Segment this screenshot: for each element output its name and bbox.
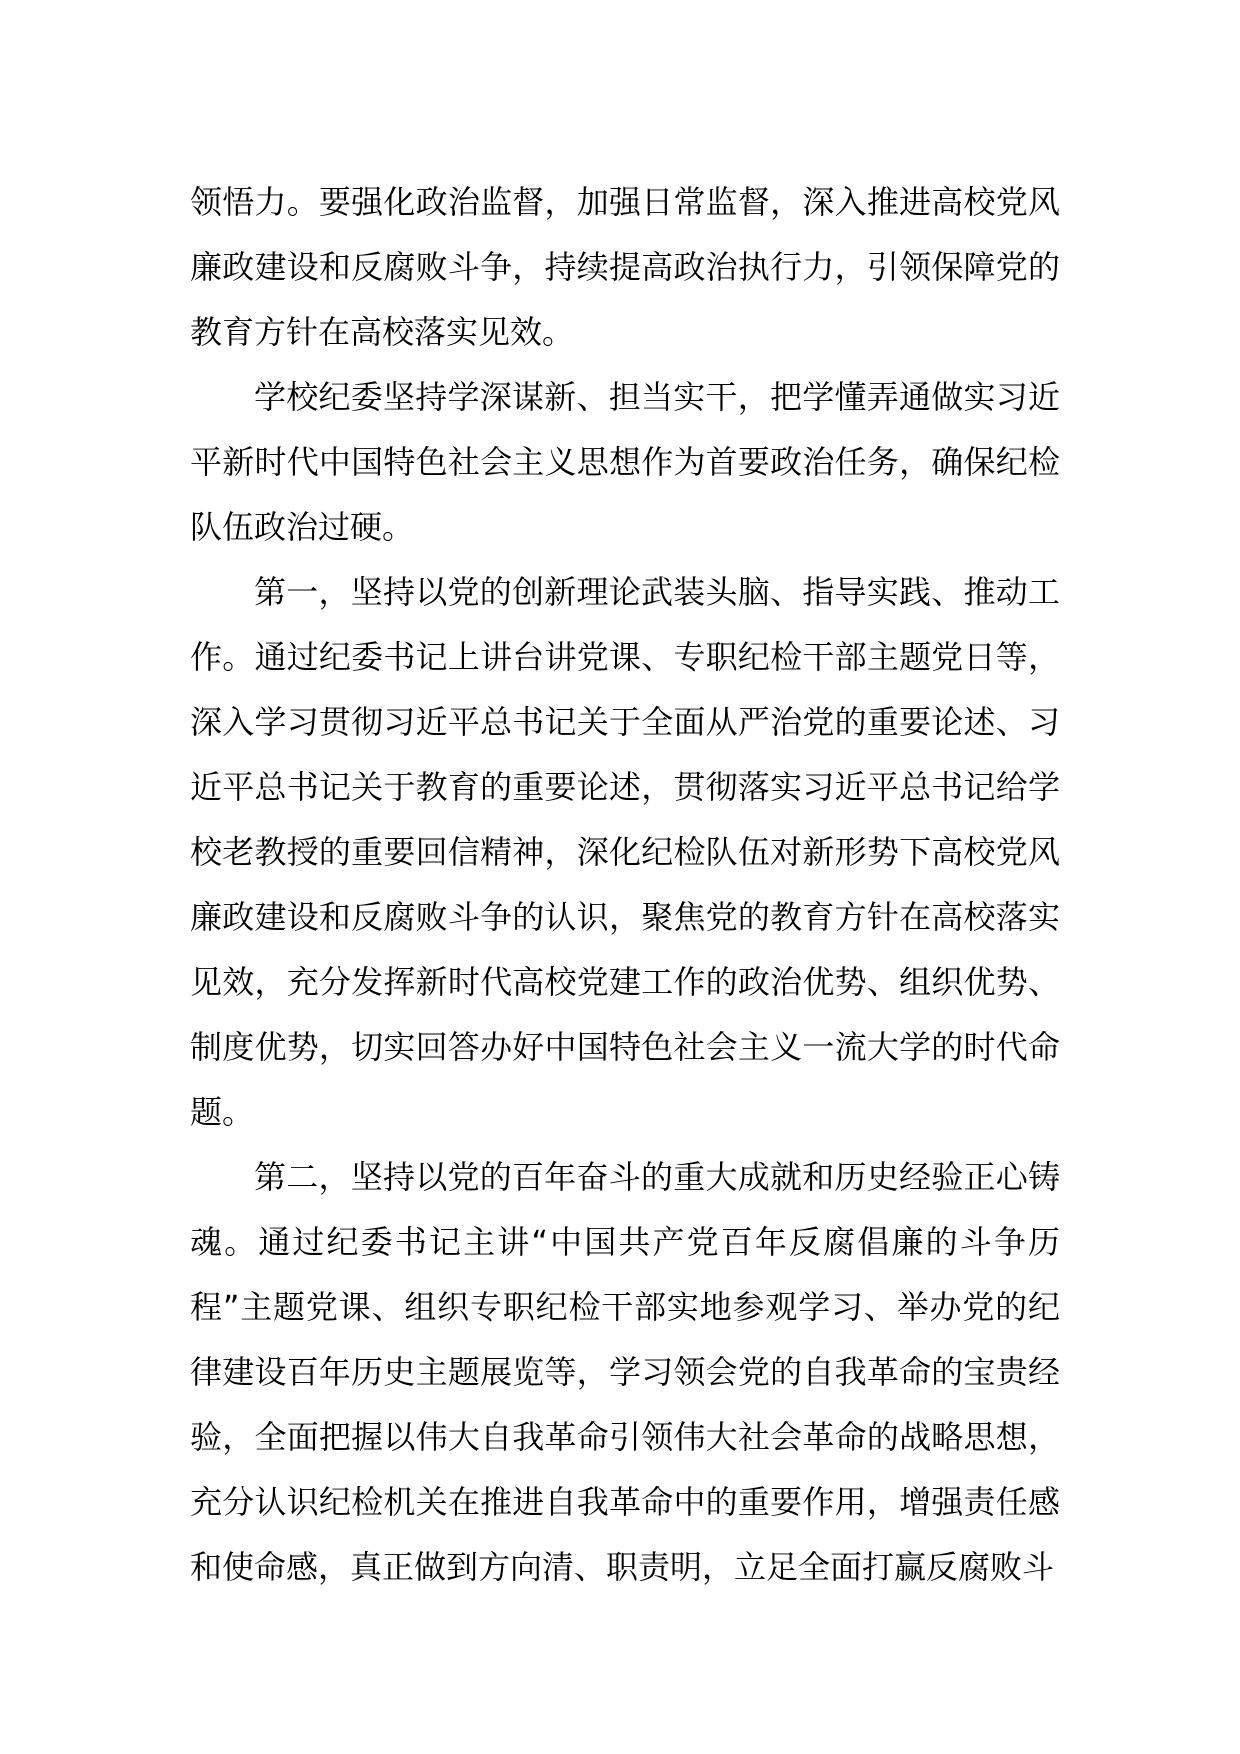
- paragraph-continuation: 领悟力。要强化政治监督，加强日常监督，深入推进高校党风廉政建设和反腐败斗争，持续提高政治执行力，引领保障党的教育方针在高校落实见效。: [190, 183, 1060, 351]
- paragraph-intro: 学校纪委坚持学深谋新、担当实干，把学懂弄通做实习近平新时代中国特色社会主义思想作为首要政治任务，确保纪检队伍政治过硬。: [190, 378, 1060, 546]
- paragraph-first-point: 第一，坚持以党的创新理论武装头脑、指导实践、推动工作。通过纪委书记上讲台讲党课、专职纪检干部主题党日等，深入学习贯彻习近平总书记关于全面从严治党的重要论述、习近平总书记关于教育的重要论述，贯彻落实习近平总书记给学校老教授的重要回信精神，深化纪检队伍对新形势下高校党风廉政建设和反腐败斗争的认识，聚焦党的教育方针在高校落实见效，充分发挥新时代高校党建工作的政治优势、组织优势、制度优势，切实回答办好中国特色社会主义一流大学的时代命题。: [190, 573, 1060, 1131]
- document-body: [190, 170, 1060, 1600]
- paragraph-second-point: 第二，坚持以党的百年奋斗的重大成就和历史经验正心铸魂。通过纪委书记主讲“中国共产党百年反腐倡廉的斗争历程”主题党课、组织专职纪检干部实地参观学习、举办党的纪律建设百年历史主题展览等，学习领会党的自我革命的宝贵经验，全面把握以伟大自我革命引领伟大社会革命的战略思想，充分认识纪检机关在推进自我革命中的重要作用，增强责任感和使命感，真正做到方向清、职责明，立足全面打赢反腐败斗: [190, 1158, 1060, 1586]
